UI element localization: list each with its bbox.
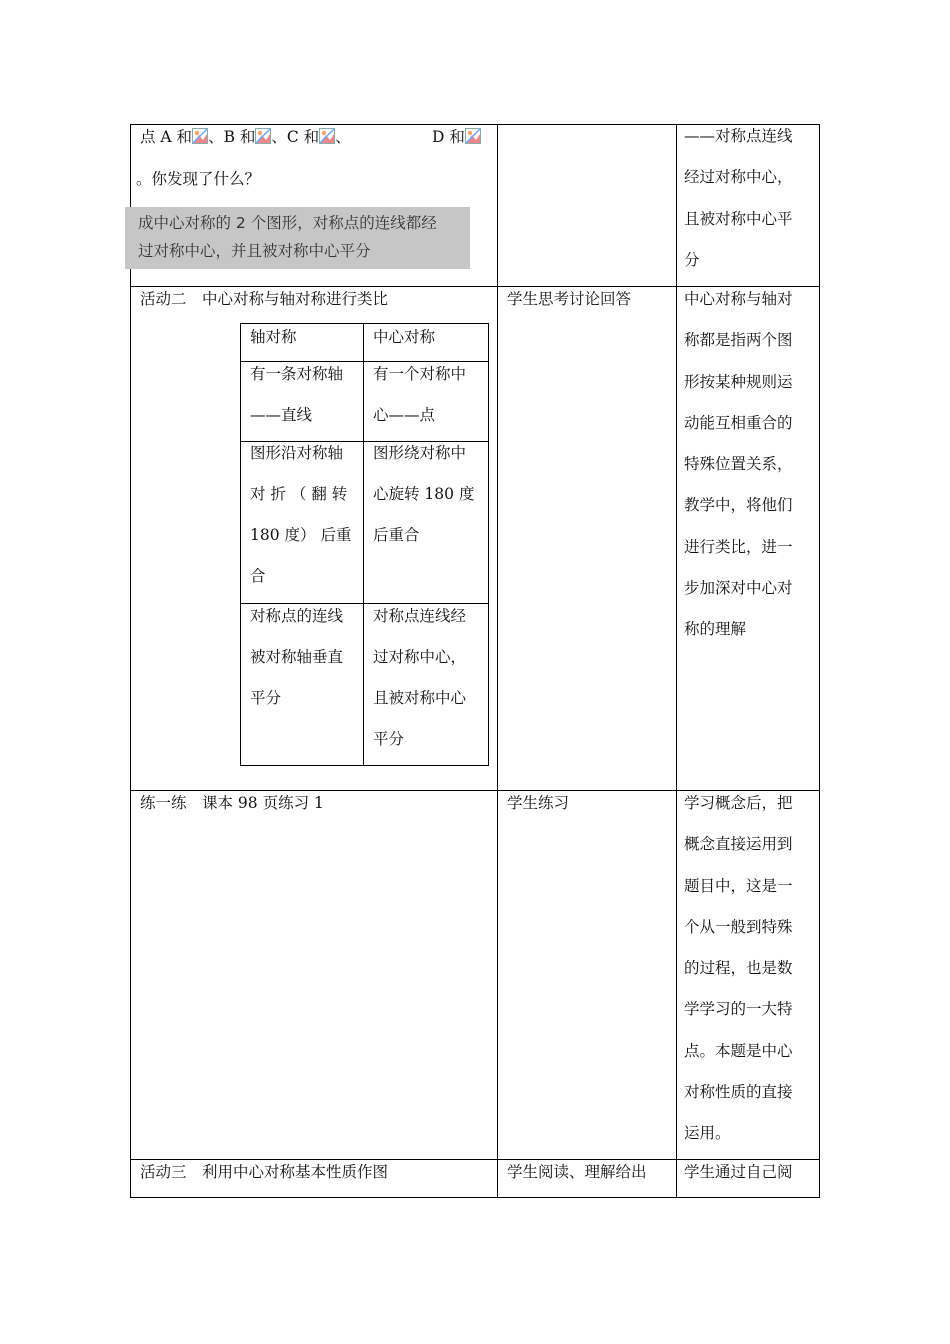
cell-line: 180 度） 后重 — [250, 526, 352, 544]
cell-line: 图形沿对称轴 — [250, 444, 344, 462]
note-line: 动能互相重合的 — [684, 413, 793, 432]
note-line: 且被对称中心平 — [684, 209, 793, 228]
header-axial-symmetry: 轴对称 — [250, 328, 297, 346]
cell-line: 心——点 — [373, 406, 436, 424]
cell-line: 平分 — [373, 730, 405, 748]
broken-image-icon — [192, 128, 208, 144]
inner-border-right — [488, 323, 489, 765]
conclusion-highlight-box — [125, 207, 470, 269]
header-central-symmetry: 中心对称 — [373, 328, 436, 346]
row3-student-activity: 学生练习 — [507, 794, 570, 812]
row1-point-d — [432, 117, 481, 158]
cell-center-bisect — [373, 596, 481, 760]
row4-student-activity: 学生阅读、理解给出 — [507, 1163, 647, 1181]
note-line: 中心对称与轴对 — [684, 290, 793, 308]
note-line: 学习概念后，把 — [684, 794, 793, 812]
cell-line: 对 折 （ 翻 转 — [250, 485, 348, 503]
row1-note — [684, 116, 812, 281]
note-line: 题目中，这是一 — [684, 876, 793, 895]
row1-point-a-text: 点 A 和 — [140, 128, 193, 146]
inner-border-mid — [363, 323, 364, 765]
cell-line: 有一个对称中 — [373, 365, 467, 383]
broken-image-icon — [465, 128, 481, 144]
row1-point-c-text: 、C 和 — [271, 128, 320, 146]
note-line: 运用。 — [684, 1124, 731, 1143]
highlight-line-1: 成中心对称的 2 个图形，对称点的连线都经 — [138, 214, 437, 232]
cell-line: 合 — [250, 567, 266, 585]
practice-title: 练一练 课本 98 页练习 1 — [140, 794, 324, 812]
cell-rotate — [373, 433, 481, 556]
cell-line: 过对称中心， — [373, 648, 467, 666]
note-line: 形按某种规则运 — [684, 372, 793, 391]
cell-fold — [250, 433, 356, 597]
activity-three-title: 活动三 利用中心对称基本性质作图 — [140, 1163, 389, 1181]
cell-line: 心旋转 180 度 — [373, 485, 475, 503]
inner-border-left — [240, 323, 241, 765]
note-line: 特殊位置关系， — [684, 455, 793, 474]
cell-line: 对称点连线经 — [373, 607, 467, 625]
broken-image-icon — [319, 128, 335, 144]
row2-student-activity: 学生思考讨论回答 — [507, 290, 632, 308]
note-line: 进行类比，进一 — [684, 537, 793, 556]
activity-two-title: 活动二 中心对称与轴对称进行类比 — [140, 290, 389, 308]
note-line: 学学习的一大特 — [684, 1000, 793, 1019]
note-line: 个从一般到特殊 — [684, 917, 793, 936]
row1-separator-text: 、 — [335, 128, 351, 146]
row4-note: 学生通过自己阅 — [684, 1163, 793, 1181]
broken-image-icon — [255, 128, 271, 144]
note-line: 教学中，将他们 — [684, 496, 793, 515]
cell-center-point — [373, 354, 481, 436]
cell-line: 被对称轴垂直 — [250, 648, 344, 666]
row3-note — [684, 783, 812, 1155]
note-line: 称的理解 — [684, 620, 747, 639]
note-line: 点。本题是中心 — [684, 1041, 793, 1060]
row1-point-b-text: 、B 和 — [208, 128, 256, 146]
table-border-bottom — [130, 1197, 820, 1198]
row2-note — [684, 279, 812, 651]
row1-question: 。你发现了什么？ — [136, 170, 261, 188]
cell-axis-bisect — [250, 596, 356, 719]
inner-border-bottom — [240, 765, 489, 766]
cell-line: 且被对称中心 — [373, 689, 467, 707]
cell-axis-line — [250, 354, 356, 436]
note-line: 称都是指两个图 — [684, 331, 793, 350]
highlight-line-2: 过对称中心，并且被对称中心平分 — [138, 242, 371, 260]
cell-line: 后重合 — [373, 526, 420, 544]
note-line: 的过程，也是数 — [684, 959, 793, 978]
note-line: 经过对称中心， — [684, 168, 793, 187]
note-line: ——对称点连线 — [684, 127, 793, 145]
cell-line: 有一条对称轴 — [250, 365, 344, 383]
note-line: 分 — [684, 250, 700, 269]
cell-line: 图形绕对称中 — [373, 444, 467, 462]
note-line: 概念直接运用到 — [684, 835, 793, 854]
note-line: 步加深对中心对 — [684, 579, 793, 598]
cell-line: ——直线 — [250, 406, 313, 424]
cell-line: 平分 — [250, 689, 282, 707]
note-line: 对称性质的直接 — [684, 1083, 793, 1102]
cell-line: 对称点的连线 — [250, 607, 344, 625]
row1-point-d-text: D 和 — [432, 128, 465, 146]
